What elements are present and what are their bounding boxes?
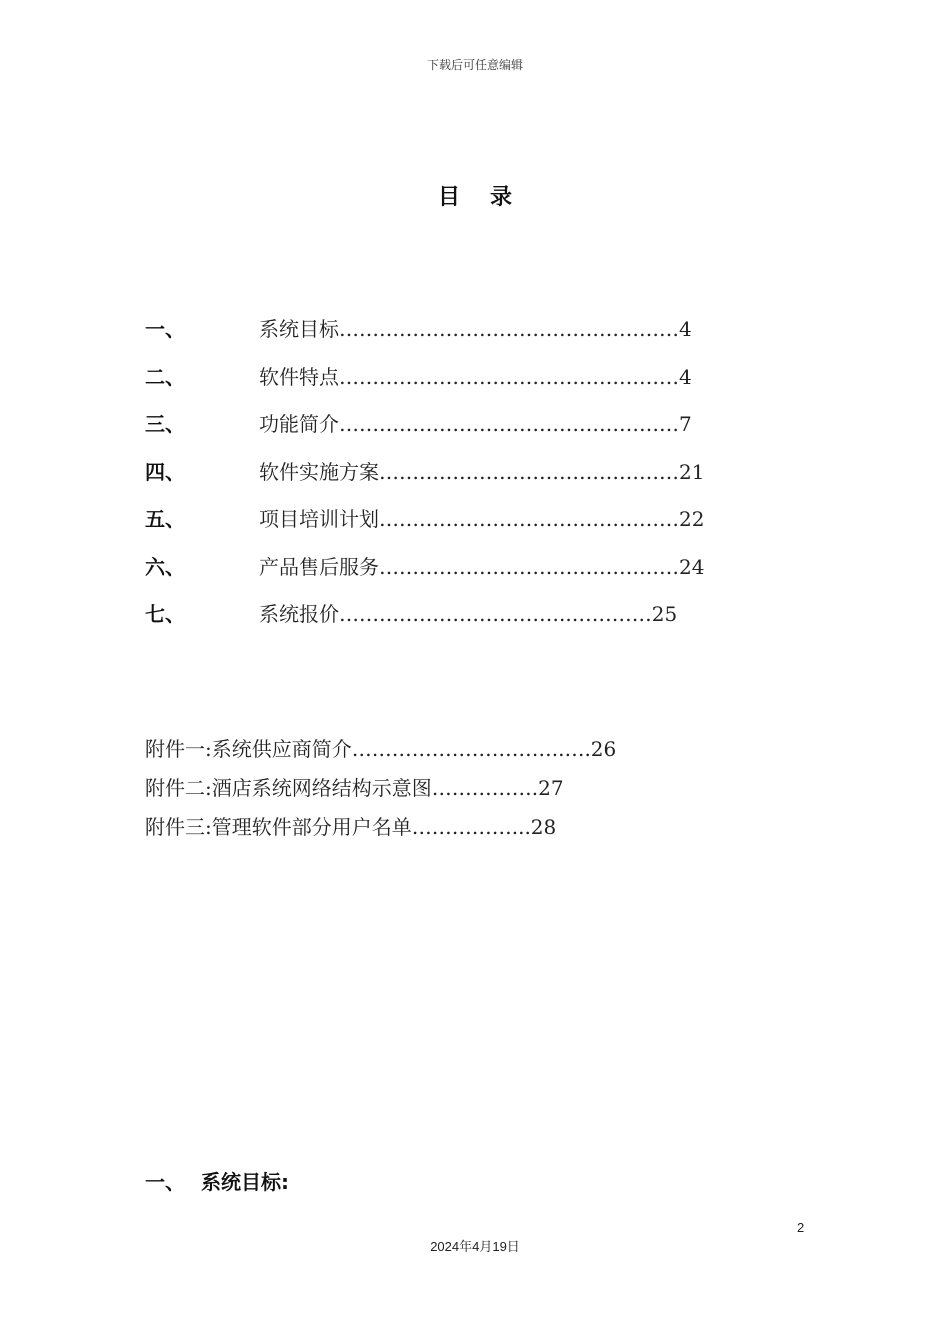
toc-item: [145, 399, 765, 447]
toc-item-text: 软件实施方案………………………………………21: [259, 459, 705, 484]
toc-item-text: 系统报价……………………………..…………25: [259, 602, 678, 627]
section-heading-number: 一、: [145, 1170, 185, 1194]
toc-item-number: 六、: [145, 554, 185, 579]
toc-item-number: 二、: [145, 364, 185, 389]
toc-item-text: 产品售后服务………………………………………24: [259, 554, 705, 579]
header-note: 下载后可任意编辑: [426, 58, 523, 72]
toc-item-text: 项目培训计划………………………………………22: [259, 507, 705, 532]
toc-item: [145, 447, 765, 495]
toc-item-number: 七、: [145, 602, 185, 627]
toc-item-number: 四、: [145, 459, 185, 484]
toc-item: [145, 542, 765, 590]
toc-item-text: 功能简介……………………………………………7: [259, 412, 692, 437]
toc-item-number: 三、: [145, 412, 185, 437]
footer-date: 2024年4月19日: [430, 1239, 520, 1254]
appendix-item: 附件二:酒店系统网络结构示意图…………….27: [145, 776, 564, 800]
toc-item: [145, 494, 765, 542]
appendix-item: 附件一:系统供应商简介…………………………..….26: [145, 737, 617, 761]
page-number: 2: [797, 1220, 805, 1235]
toc-item-number: 五、: [145, 507, 185, 532]
toc-item-text: 软件特点……………………………………………4: [259, 364, 692, 389]
appendix-item: 附件三:管理软件部分用户名单……………...28: [145, 815, 557, 839]
toc-item-text: 系统目标……………………………………………4: [259, 317, 692, 342]
toc-item: [145, 352, 765, 400]
toc-item-number: 一、: [145, 317, 185, 342]
section-heading-title: 系统目标:: [201, 1170, 289, 1194]
appendix-list: [145, 728, 765, 845]
toc-list: [145, 304, 765, 637]
toc-title: 目录: [437, 184, 542, 210]
toc-item: [145, 304, 765, 352]
section-heading: [145, 1166, 289, 1195]
toc-item: [145, 589, 765, 637]
